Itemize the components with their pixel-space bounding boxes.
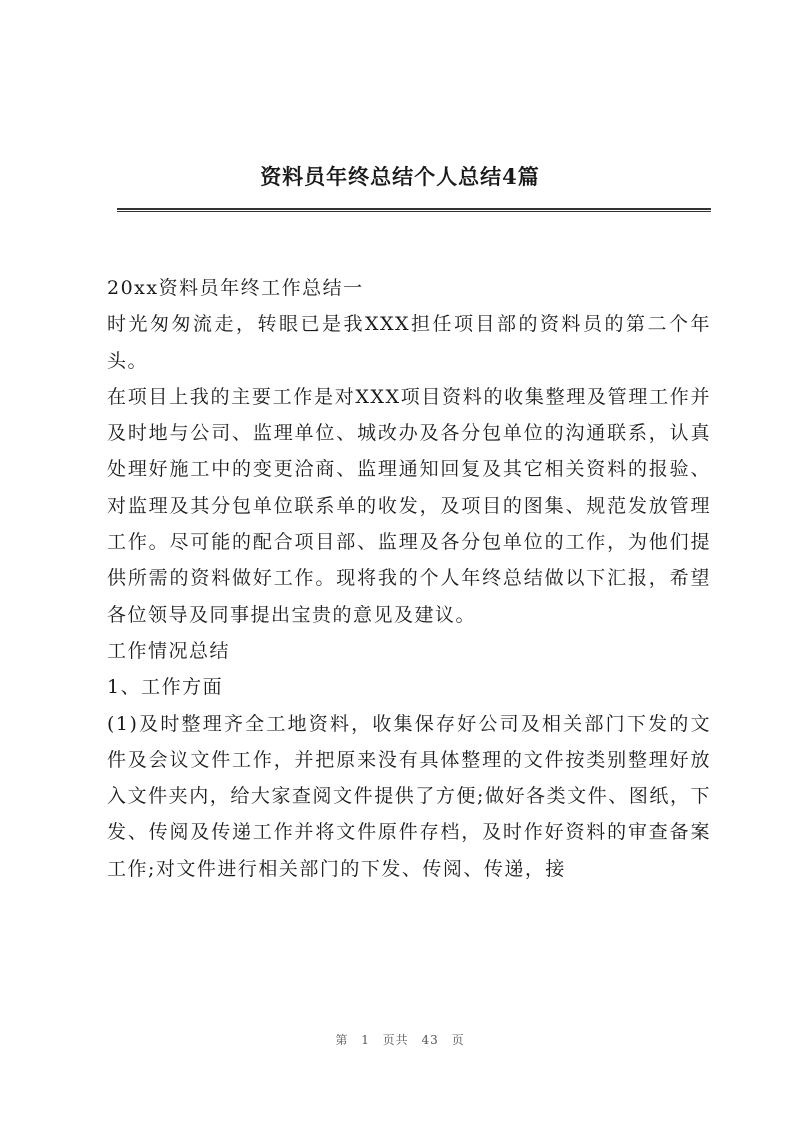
document-title: 资料员年终总结个人总结4篇 [260, 164, 540, 189]
page-number: 1 [361, 1033, 370, 1047]
footer-middle: 页共 [382, 1033, 409, 1047]
paragraph: 20xx资料员年终工作总结一 [107, 277, 364, 299]
title-divider [117, 208, 711, 212]
footer-suffix: 页 [451, 1033, 465, 1047]
total-pages: 43 [421, 1033, 439, 1047]
paragraph: (1)及时整理齐全工地资料，收集保存好公司及相关部门下发的文件及会议文件工作，并把原来没有具体整理的文件按类别整理好放入文件夹内，给大家查阅文件提供了方便;做好各类文件、图纸，下发、传阅及传递工作并将文件原件存档，及时作好资料的审查备案工作;对文件进行相关部门的下发、传阅、传递，接 [107, 712, 711, 880]
footer-prefix: 第 [335, 1033, 349, 1047]
page-footer [0, 1031, 800, 1048]
paragraph: 在项目上我的主要工作是对XXX项目资料的收集整理及管理工作并及时地与公司、监理单位、城改办及各分包单位的沟通联系，认真处理好施工中的变更洽商、监理通知回复及其它相关资料的报验、对监理及其分包单位联系单的收发，及项目的图集、规范发放管理工作。尽可能的配合项目部、监理及各分包单位的工作，为他们提供所需的资料做好工作。现将我的个人年终总结做以下汇报，希望各位领导及同事提出宝贵的意见及建议。 [107, 385, 711, 626]
paragraph: 1、工作方面 [107, 676, 224, 699]
document-body [107, 270, 711, 887]
paragraph: 时光匆匆流走，转眼已是我XXX担任项目部的资料员的第二个年头。 [107, 313, 711, 372]
paragraph: 工作情况总结 [107, 639, 231, 662]
